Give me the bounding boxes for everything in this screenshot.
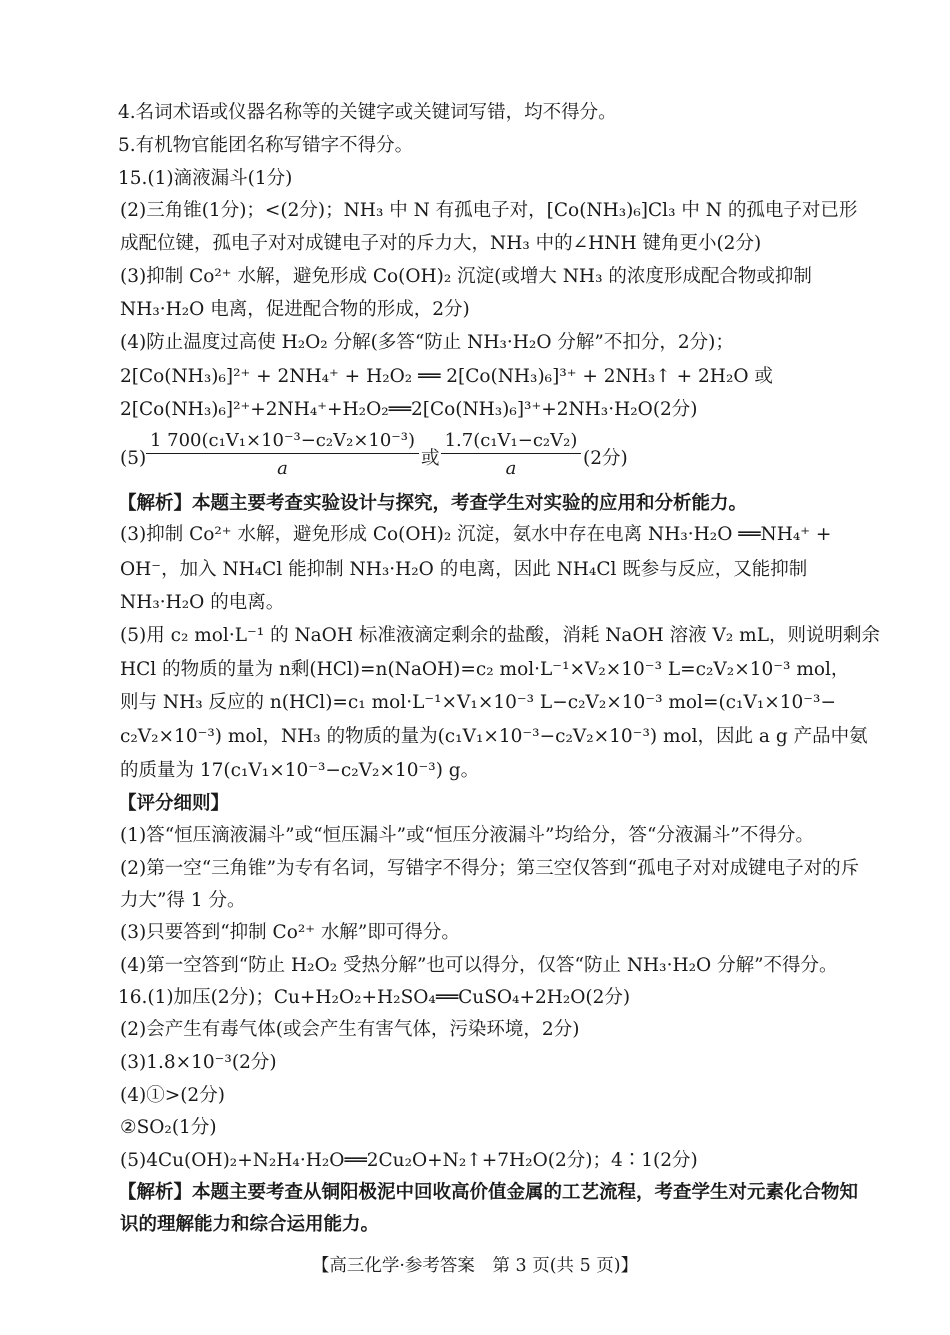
- q15-analysis-3-line2: OH⁻，加入 NH₄Cl 能抑制 NH₃·H₂O 的电离，因此 NH₄Cl 既参与反应，又能抑制: [120, 559, 808, 580]
- q15-analysis-3-line1: (3)抑制 Co²⁺ 水解，避免形成 Co(OH)₂ 沉淀，氨水中存在电离 NH₃·H₂O ══NH₄⁺ +: [120, 524, 832, 545]
- q15-part3-line2: NH₃·H₂O 电离，促进配合物的形成，2分): [120, 299, 470, 320]
- q16-part5: (5)4Cu(OH)₂+N₂H₄·H₂O══2Cu₂O+N₂↑+7H₂O(2分)；4∶1(2分): [120, 1150, 698, 1171]
- page-footer: 【高三化学·参考答案 第 3 页(共 5 页)】: [311, 1256, 639, 1276]
- q15-scoring-2-line1: (2)第一空“三角锥”为专有名词，写错字不得分；第三空仅答到“孤电子对对成键电子对的斥: [120, 858, 860, 879]
- q15-scoring-1: (1)答“恒压滴液漏斗”或“恒压漏斗”或“恒压分液漏斗”均给分，答“分液漏斗”不得分。: [120, 825, 814, 846]
- q15-analysis-5-line3: 则与 NH₃ 反应的 n(HCl)=c₁ mol·L⁻¹×V₁×10⁻³ L−c₂V₂×10⁻³ mol=(c₁V₁×10⁻³−: [120, 692, 836, 713]
- q15-analysis-5-line1: (5)用 c₂ mol·L⁻¹ 的 NaOH 标准液滴定剩余的盐酸，消耗 NaOH 溶液 V₂ mL，则说明剩余: [120, 625, 880, 646]
- q16-part4-1: (4)①>(2分): [120, 1085, 225, 1106]
- q15-analysis-heading: 【解析】本题主要考查实验设计与探究，考查学生对实验的应用和分析能力。: [118, 493, 748, 514]
- q15-part5-or: 或: [421, 448, 440, 469]
- q16-part1: 16.(1)加压(2分)；Cu+H₂O₂+H₂SO₄══CuSO₄+2H₂O(2分): [118, 987, 631, 1008]
- rule-4: 4.名词术语或仪器名称等的关键字或关键词写错，均不得分。: [118, 102, 617, 123]
- q15-part2-line2: 成配位键，孤电子对对成键电子对的斥力大，NH₃ 中的∠HNH 键角更小(2分): [120, 233, 762, 254]
- q15-part2-line1: (2)三角锥(1分)；<(2分)；NH₃ 中 N 有孤电子对，[Co(NH₃)₆]Cl₃ 中 N 的孤电子对已形: [120, 200, 858, 221]
- fraction-1-numerator: 1 700(c₁V₁×10⁻³−c₂V₂×10⁻³): [146, 430, 419, 454]
- q16-part2: (2)会产生有毒气体(或会产生有害气体，污染环境，2分): [120, 1019, 580, 1040]
- q15-scoring-3: (3)只要答到“抑制 Co²⁺ 水解”即可得分。: [120, 922, 460, 943]
- q15-analysis-5-line5: 的质量为 17(c₁V₁×10⁻³−c₂V₂×10⁻³) g。: [120, 760, 480, 781]
- q15-scoring-2-line2: 力大”得 1 分。: [120, 890, 246, 911]
- q15-part4-equation2: 2[Co(NH₃)₆]²⁺+2NH₄⁺+H₂O₂══2[Co(NH₃)₆]³⁺+2NH₃·H₂O(2分): [120, 399, 698, 420]
- q16-part3: (3)1.8×10⁻³(2分): [120, 1052, 277, 1073]
- q15-part5-score: (2分): [583, 448, 628, 469]
- fraction-2-numerator: 1.7(c₁V₁−c₂V₂): [441, 430, 581, 454]
- q15-part5-label: (5): [120, 448, 147, 469]
- q15-analysis-5-line2: HCl 的物质的量为 n剩(HCl)=n(NaOH)=c₂ mol·L⁻¹×V₂×10⁻³ L=c₂V₂×10⁻³ mol，: [120, 659, 850, 680]
- q15-scoring-4: (4)第一空答到“防止 H₂O₂ 受热分解”也可以得分，仅答“防止 NH₃·H₂O 分解”不得分。: [120, 955, 838, 976]
- fraction-2-denominator: a: [505, 458, 517, 479]
- q15-part3-line1: (3)抑制 Co²⁺ 水解，避免形成 Co(OH)₂ 沉淀(或增大 NH₃ 的浓度形成配合物或抑制: [120, 266, 812, 287]
- q15-part4-equation1: 2[Co(NH₃)₆]²⁺ + 2NH₄⁺ + H₂O₂ ══ 2[Co(NH₃)₆]³⁺ + 2NH₃↑ + 2H₂O 或: [120, 366, 773, 387]
- q15-part5-fraction-1: [146, 430, 419, 479]
- fraction-1-denominator: a: [277, 458, 288, 479]
- q15-part1: 15.(1)滴液漏斗(1分): [118, 168, 293, 189]
- q15-analysis-5-line4: c₂V₂×10⁻³) mol，NH₃ 的物质的量为(c₁V₁×10⁻³−c₂V₂×10⁻³) mol，因此 a g 产品中氨: [120, 726, 868, 747]
- q16-analysis-line1: 【解析】本题主要考查从铜阳极泥中回收高价值金属的工艺流程，考查学生对元素化合物知: [118, 1182, 859, 1203]
- q15-scoring-heading: 【评分细则】: [118, 793, 230, 814]
- q16-analysis-line2: 识的理解能力和综合运用能力。: [120, 1214, 380, 1235]
- q16-part4-2: ②SO₂(1分): [120, 1117, 217, 1138]
- q15-analysis-3-line3: NH₃·H₂O 的电离。: [120, 592, 285, 613]
- rule-5: 5.有机物官能团名称写错字不得分。: [118, 135, 414, 156]
- q15-part4-line1: (4)防止温度过高使 H₂O₂ 分解(多答“防止 NH₃·H₂O 分解”不扣分，2分)；: [120, 332, 734, 353]
- q15-part5-fraction-2: [441, 430, 581, 479]
